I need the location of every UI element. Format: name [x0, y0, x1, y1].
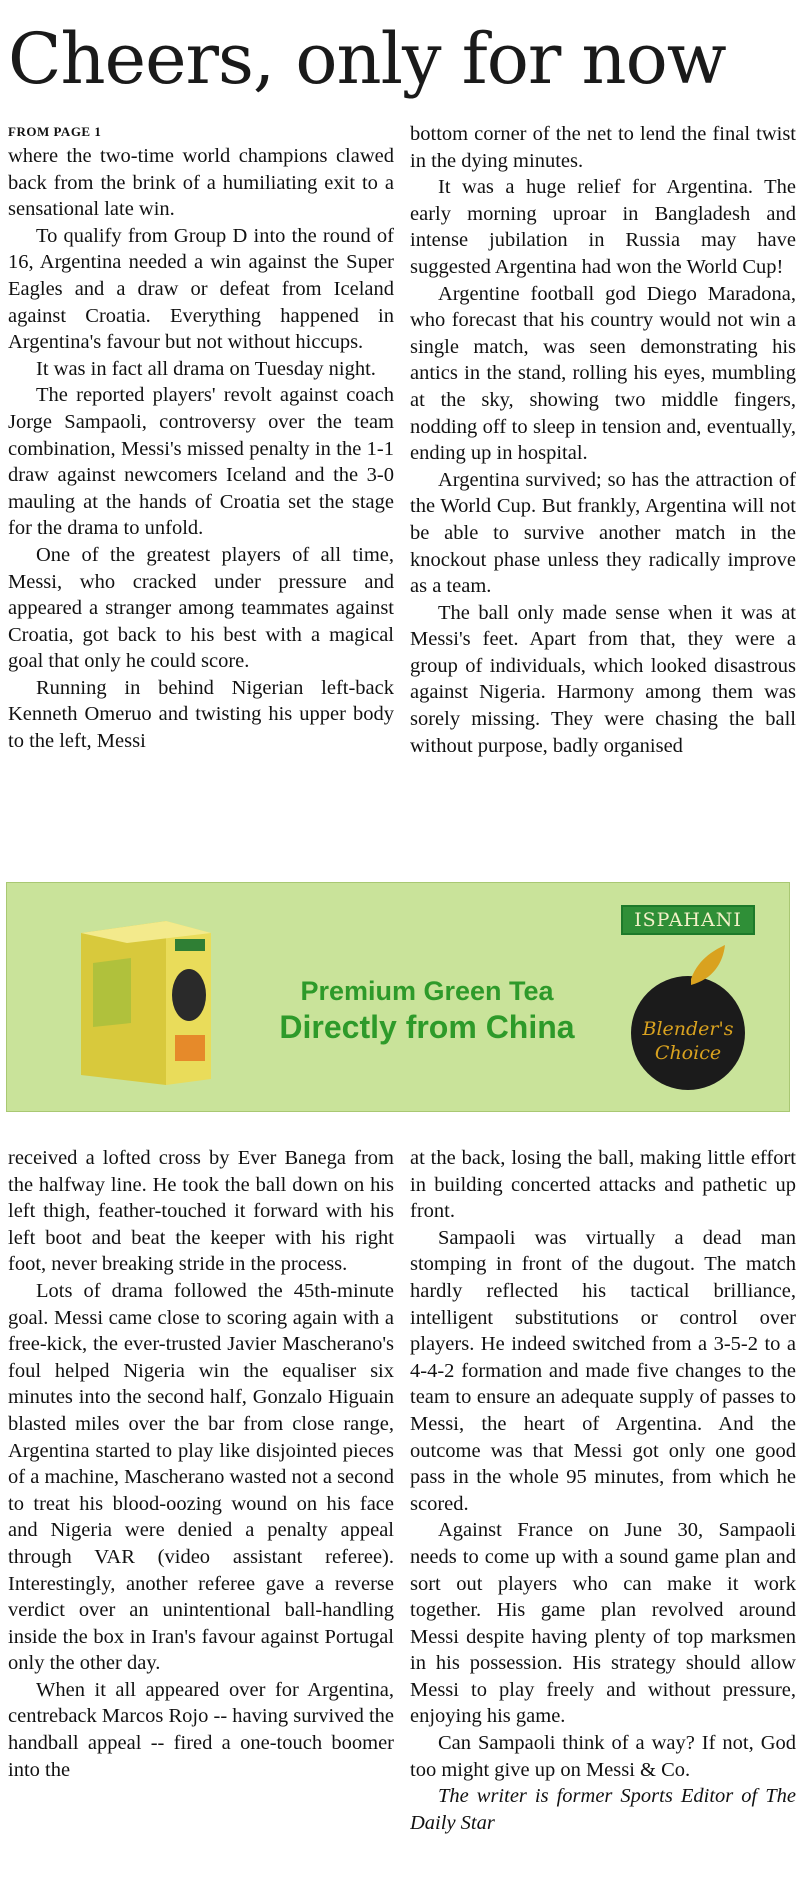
kicker-from-page-1: FROM PAGE 1 [8, 124, 102, 139]
tea-leaf-icon [691, 945, 725, 985]
paragraph: at the back, losing the ball, making little effort in building concerted attacks and pathetic up front. [410, 1147, 796, 1223]
tea-box-image [71, 903, 221, 1093]
paragraph: Can Sampaoli think of a way? If not, God too might give up on Messi & Co. [410, 1732, 796, 1781]
article-column-1 [8, 121, 394, 861]
paragraph: The ball only made sense when it was at Messi's feet. Apart from that, they were a group of individuals, which looked disastrous against Nigeria. Harmony among them was sorely missing. They were chasing the ball without purpose, badly organised [410, 601, 796, 757]
paragraph: The reported players' revolt against coach Jorge Sampaoli, controversy over the team combination, Messi's missed penalty in the 1-1 draw against newcomers Iceland and the 3-0 mauling at the hands of Croatia set the stage for the drama to unfold. [8, 384, 394, 540]
paragraph: where the two-time world champions clawed back from the brink of a humiliating exit to a sensational late win. [8, 145, 394, 221]
paragraph: Running in behind Nigerian left-back Kenneth Omeruo and twisting his upper body to the left, Messi [8, 676, 394, 753]
paragraph: It was in fact all drama on Tuesday night. [36, 357, 376, 380]
paragraph: When it all appeared over for Argentina, centreback Marcos Rojo -- having survived the handball appeal -- fired a one-touch boomer into the [8, 1678, 394, 1781]
ad-tagline-line-2: Directly from China [279, 1009, 575, 1045]
logo-text-line-1: Blender's [642, 1018, 734, 1040]
ispahani-brand-label: ISPAHANI [621, 905, 755, 935]
article-column-2 [410, 121, 796, 861]
article-column-3 [8, 1145, 394, 1880]
logo-text-line-2: Choice [654, 1042, 722, 1064]
paragraph: One of the greatest players of all time, Messi, who cracked under pressure and appeared a stranger among teammates against Croatia, got back to his best with a magical goal that only he could score. [8, 543, 394, 673]
paragraph: To qualify from Group D into the round of 16, Argentina needed a win against the Super Eagles and a draw or defeat from Iceland against Croatia. Everything happened in Argentina's favour but not without hiccups. [8, 224, 394, 354]
paragraph: Argentina survived; so has the attraction of the World Cup. But frankly, Argentina will not be able to survive another match in the knockout phase unless they radically improve as a team. [410, 468, 796, 598]
paragraph: received a lofted cross by Ever Banega from the halfway line. He took the ball down on his left thigh, feather-touched it forward with his left boot and beat the keeper with his right foot, never breaking stride in the process. [8, 1147, 394, 1276]
ad-tagline-line-1: Premium Green Tea [300, 976, 554, 1006]
paragraph: Against France on June 30, Sampaoli needs to come up with a sound game plan and sort out players who can make it work together. His game plan revolved around Messi despite having plenty of top marksmen in his possession. His strategy should allow Messi to play freely and without pressure, enjoying his game. [410, 1519, 796, 1728]
author-byline: The writer is former Sports Editor of The Daily Star [410, 1785, 796, 1834]
blenders-choice-logo [621, 943, 755, 1093]
paragraph: bottom corner of the net to lend the final twist in the dying minutes. [410, 123, 796, 172]
paragraph: It was a huge relief for Argentina. The early morning uproar in Bangladesh and intense jubilation in Russia may have suggested Argentina had won the World Cup! [410, 176, 796, 278]
paragraph: Lots of drama followed the 45th-minute goal. Messi came close to scoring again with a free-kick, the ever-trusted Javier Mascherano's foul helped Nigeria win the equaliser six minutes into the second half, Gonzalo Higuain blasted miles over the bar from close range, Argentina started to play like disjointed pieces of a machine, Mascherano wasted not a second to treat his blood-oozing wound on his face and Nigeria were denied a penalty appeal through VAR (video assistant referee). Interestingly, another referee gave a reverse verdict over an unintentional ball-handling inside the box in Iran's favour against Portugal only the other day. [8, 1279, 394, 1675]
paragraph: Argentine football god Diego Maradona, who forecast that his country would not win a single match, was seen demonstrating his antics in the stand, rolling his eyes, mumbling at the sky, showing two middle fingers, nodding off to sleep in tension and, eventually, ending up in hospital. [410, 282, 796, 465]
ad-tagline [237, 975, 617, 1047]
paragraph: Sampaoli was virtually a dead man stomping in front of the dugout. The match hardly reflected his tactical brilliance, intelligent substitutions or control over players. He indeed switched from a 3-5-2 to a 4-4-2 formation and made five changes to the team to ensure an adequate supply of passes to Messi, the heart of Argentina. And the outcome was that Messi got only one good pass in the whole 95 minutes, from which he scored. [410, 1226, 796, 1515]
headline: Cheers, only for now [8, 18, 726, 100]
article-column-4 [410, 1145, 796, 1880]
advertisement-banner [6, 882, 790, 1112]
